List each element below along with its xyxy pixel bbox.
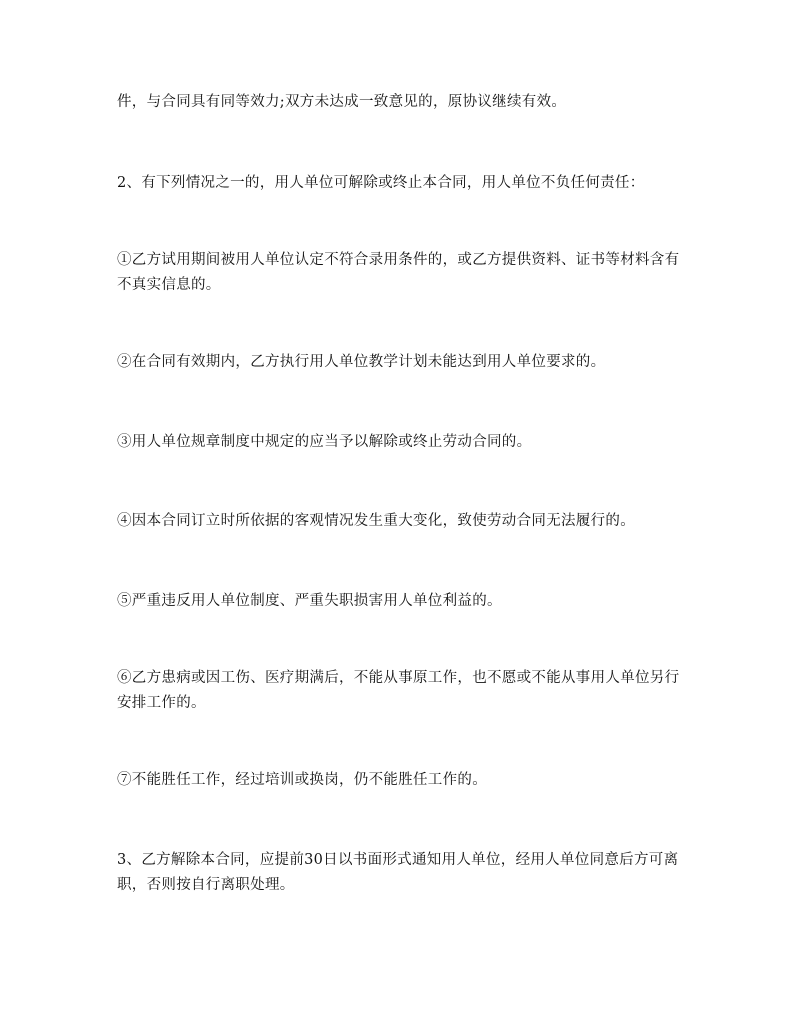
paragraph-continuation: 件，与合同具有同等效力;双方未达成一致意见的，原协议继续有效。 [117, 94, 567, 110]
paragraph-item-3: ③用人单位规章制度中规定的应当予以解除或终止劳动合同的。 [117, 434, 532, 450]
paragraph-item-5: ⑤严重违反用人单位制度、严重失职损害用人单位利益的。 [117, 593, 502, 609]
paragraph-item-4: ④因本合同订立时所依据的客观情况发生重大变化，致使劳动合同无法履行的。 [117, 513, 635, 529]
paragraph-item-1: ①乙方试用期间被用人单位认定不符合录用条件的，或乙方提供资料、证书等材料含有不真实信息的。 [117, 252, 680, 293]
paragraph-item-2: ②在合同有效期内，乙方执行用人单位教学计划未能达到用人单位要求的。 [117, 354, 606, 370]
paragraph-item-6: ⑥乙方患病或因工伤、医疗期满后，不能从事原工作，也不愿或不能从事用人单位另行安排工作的。 [117, 670, 680, 711]
paragraph-clause-2: 2、有下列情况之一的，用人单位可解除或终止本合同，用人单位不负任何责任： [117, 175, 645, 191]
paragraph-item-7: ⑦不能胜任工作，经过培训或换岗，仍不能胜任工作的。 [117, 772, 487, 788]
paragraph-clause-3: 3、乙方解除本合同，应提前30日以书面形式通知用人单位，经用人单位同意后方可离职，否则按自行离职处理。 [117, 852, 679, 893]
